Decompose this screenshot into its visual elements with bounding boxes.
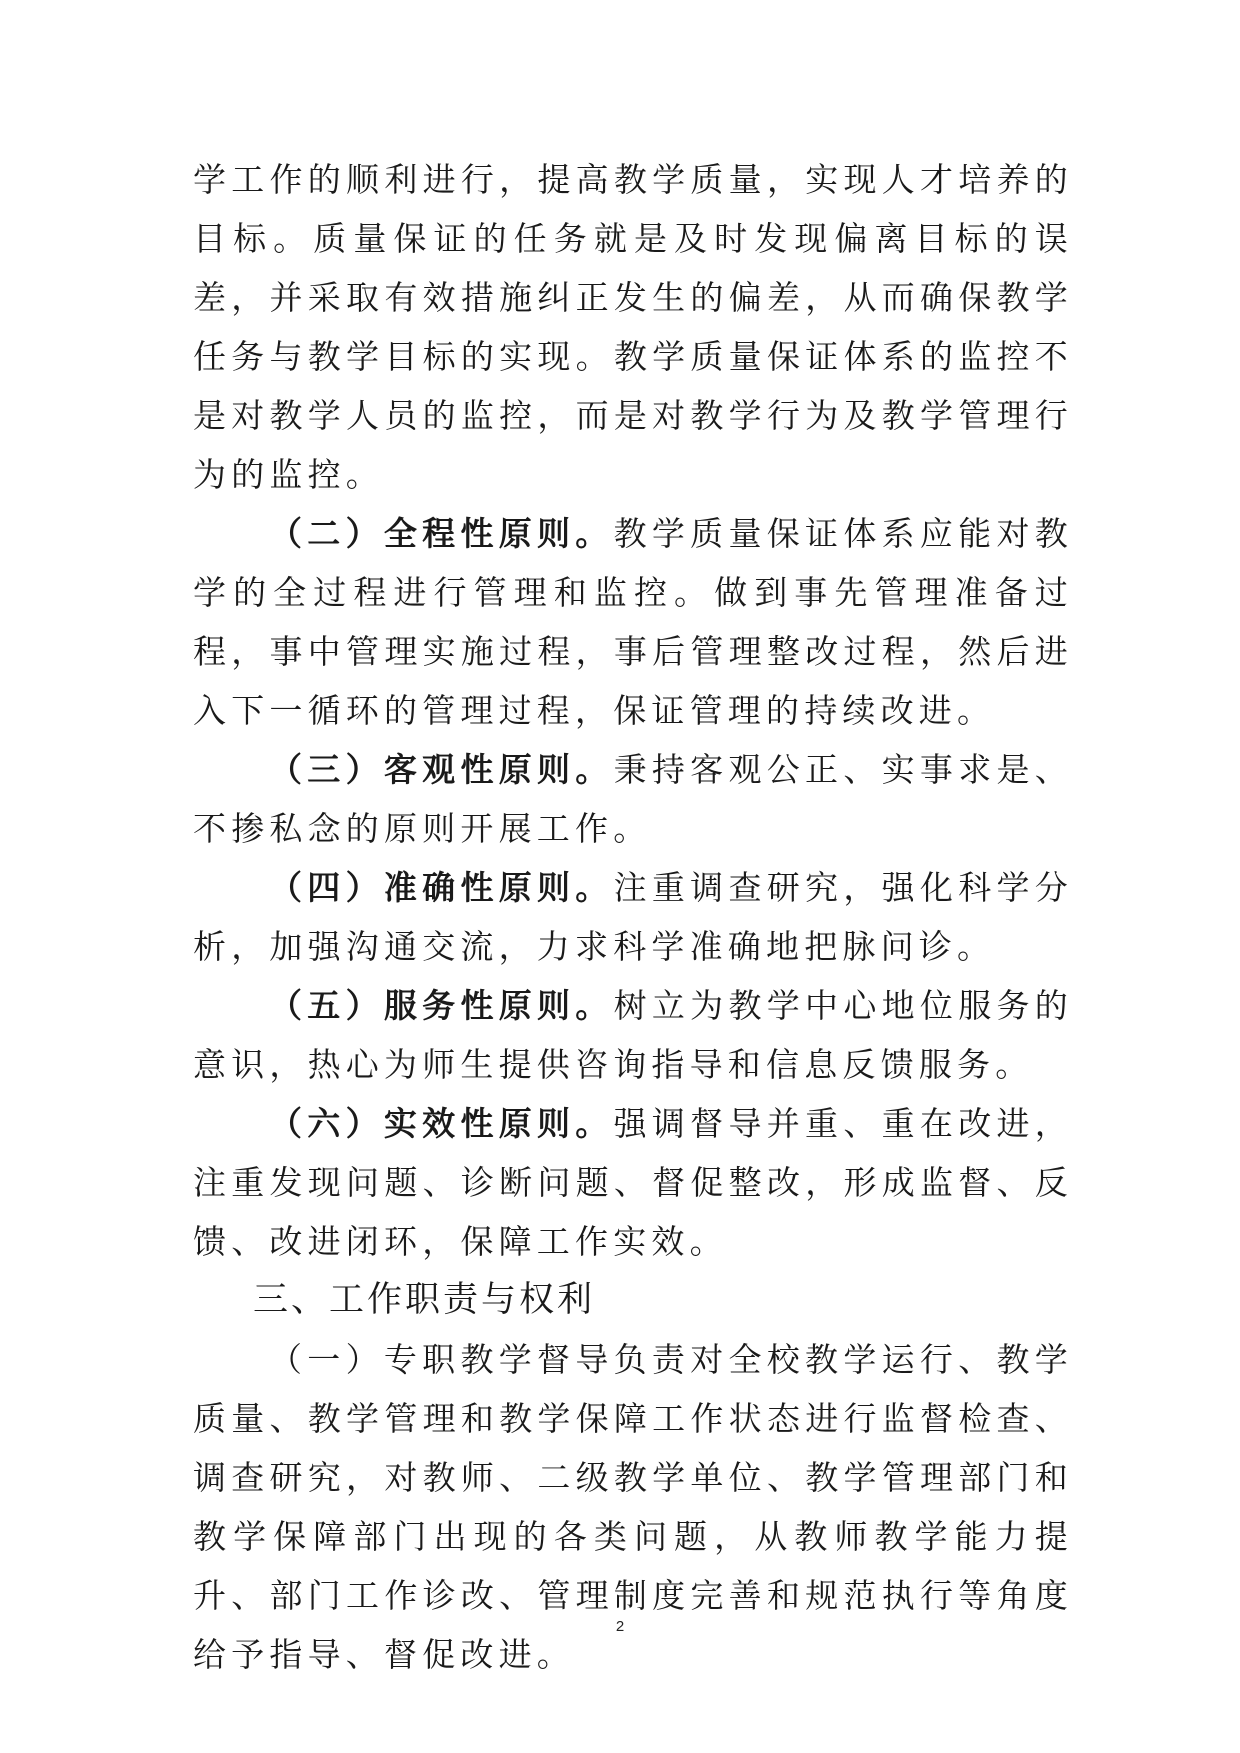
principle-objectivity [193, 740, 1073, 858]
principle-text: 秉持客观公正、实事求是、不掺私念的原则开展工作。 [193, 750, 1073, 848]
principle-title: （三）客观性原则。 [269, 750, 614, 789]
principle-text: 树立为教学中心地位服务的意识，热心为师生提供咨询指导和信息反馈服务。 [193, 986, 1073, 1084]
section-heading: 三、工作职责与权利 [253, 1280, 596, 1320]
document-page [193, 150, 1073, 1684]
section-paragraph: （一）专职教学督导负责对全校教学运行、教学质量、教学管理和教学保障工作状态进行监督检查、调查研究，对教师、二级教学单位、教学管理部门和教学保障部门出现的各类问题，从教师教学能力提升、部门工作诊改、管理制度完善和规范执行等角度给予指导、督促改进。 [193, 1340, 1073, 1674]
principle-effectiveness [193, 1094, 1073, 1271]
principle-title: （六）实效性原则。 [269, 1104, 614, 1143]
paragraph-continuation [193, 150, 1073, 504]
principle-title: （二）全程性原则。 [269, 514, 614, 553]
principle-text: 注重调查研究，强化科学分析，加强沟通交流，力求科学准确地把脉问诊。 [193, 868, 1073, 966]
page-number: 2 [615, 1618, 625, 1635]
principle-text: 强调督导并重、重在改进，注重发现问题、诊断问题、督促整改，形成监督、反馈、改进闭环，保障工作实效。 [193, 1104, 1073, 1261]
principle-title: （五）服务性原则。 [269, 986, 614, 1025]
principle-title: （四）准确性原则。 [269, 868, 614, 907]
principle-accuracy [193, 858, 1073, 976]
principle-text: 教学质量保证体系应能对教学的全过程进行管理和监控。做到事先管理准备过程，事中管理实施过程，事后管理整改过程，然后进入下一循环的管理过程，保证管理的持续改进。 [193, 514, 1073, 730]
principle-service [193, 976, 1073, 1094]
paragraph-text: 学工作的顺利进行，提高教学质量，实现人才培养的目标。质量保证的任务就是及时发现偏离目标的误差，并采取有效措施纠正发生的偏差，从而确保教学任务与教学目标的实现。教学质量保证体系的监控不是对教学人员的监控，而是对教学行为及教学管理行为的监控。 [193, 160, 1073, 494]
principle-full-process [193, 504, 1073, 740]
